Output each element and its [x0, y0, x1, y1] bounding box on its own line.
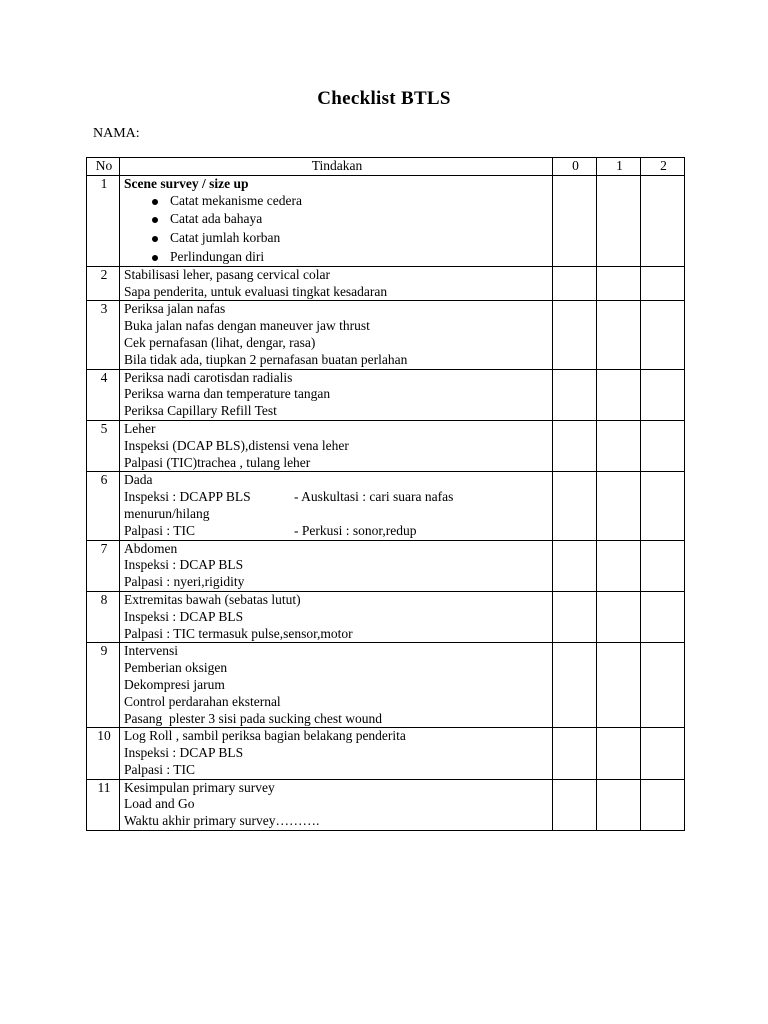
- score-cell-0[interactable]: [553, 420, 597, 471]
- score-cell-2[interactable]: [641, 266, 685, 301]
- split-right: - Perkusi : sonor,redup: [294, 522, 417, 538]
- score-cell-0[interactable]: [553, 301, 597, 369]
- score-cell-0[interactable]: [553, 175, 597, 266]
- row-line: Kesimpulan primary survey: [124, 779, 275, 795]
- row-tindakan: [120, 472, 553, 540]
- score-cell-2[interactable]: [641, 643, 685, 728]
- score-cell-0[interactable]: [553, 266, 597, 301]
- score-cell-1[interactable]: [597, 266, 641, 301]
- score-cell-0[interactable]: [553, 779, 597, 830]
- row-line: Bila tidak ada, tiupkan 2 pernafasan buatan perlahan: [124, 351, 408, 367]
- row-line: Pemberian oksigen: [124, 660, 228, 676]
- row-number: 2: [87, 266, 120, 301]
- table-row: [87, 540, 685, 591]
- row-line: Periksa warna dan temperature tangan: [124, 386, 331, 402]
- row-line: Periksa nadi carotisdan radialis: [124, 369, 293, 385]
- score-cell-0[interactable]: [553, 472, 597, 540]
- row-line: Periksa Capillary Refill Test: [124, 403, 277, 419]
- row-line-split: [124, 523, 550, 540]
- row-line: Palpasi : TIC termasuk pulse,sensor,motor: [124, 625, 353, 641]
- row-heading: Scene survey / size up: [124, 175, 249, 191]
- score-cell-2[interactable]: [641, 472, 685, 540]
- row-line: Control perdarahan eksternal: [124, 693, 281, 709]
- score-cell-2[interactable]: [641, 779, 685, 830]
- split-left: Inspeksi : DCAPP BLS: [124, 489, 251, 505]
- bullet-item: Catat jumlah korban: [124, 230, 550, 247]
- row-number: 10: [87, 728, 120, 779]
- row-line: Inspeksi (DCAP BLS),distensi vena leher: [124, 437, 349, 453]
- table-row: [87, 728, 685, 779]
- row-tindakan: [120, 643, 553, 728]
- score-cell-1[interactable]: [597, 369, 641, 420]
- row-number: 9: [87, 643, 120, 728]
- score-cell-1[interactable]: [597, 420, 641, 471]
- score-cell-0[interactable]: [553, 540, 597, 591]
- score-cell-1[interactable]: [597, 472, 641, 540]
- split-right: - Auskultasi : cari suara nafas: [294, 489, 454, 505]
- score-cell-0[interactable]: [553, 591, 597, 642]
- row-line: Buka jalan nafas dengan maneuver jaw thrust: [124, 318, 370, 334]
- nama-label: NAMA:: [93, 126, 140, 141]
- row-line: Leher: [124, 420, 156, 436]
- score-cell-0[interactable]: [553, 369, 597, 420]
- row-tindakan: [120, 369, 553, 420]
- score-cell-2[interactable]: [641, 591, 685, 642]
- table-row: [87, 472, 685, 540]
- score-cell-0[interactable]: [553, 728, 597, 779]
- header-score-2: 2: [641, 158, 685, 176]
- table-row: [87, 266, 685, 301]
- score-cell-2[interactable]: [641, 301, 685, 369]
- page-title: Checklist BTLS: [317, 88, 451, 109]
- row-line: Stabilisasi leher, pasang cervical colar: [124, 266, 331, 282]
- row-line: Abdomen: [124, 540, 178, 556]
- header-no: No: [87, 158, 120, 176]
- score-cell-2[interactable]: [641, 420, 685, 471]
- table-row: [87, 301, 685, 369]
- row-tindakan: [120, 728, 553, 779]
- row-line: Palpasi (TIC)trachea , tulang leher: [124, 454, 311, 470]
- row-number: 11: [87, 779, 120, 830]
- row-line: Pasang plester 3 sisi pada sucking chest wound: [124, 710, 382, 726]
- row-line: Inspeksi : DCAP BLS: [124, 557, 244, 573]
- row-number: 4: [87, 369, 120, 420]
- bullet-item: Perlindungan diri: [124, 249, 550, 266]
- row-line: Log Roll , sambil periksa bagian belakang penderita: [124, 728, 406, 744]
- score-cell-1[interactable]: [597, 643, 641, 728]
- score-cell-1[interactable]: [597, 779, 641, 830]
- row-line: Inspeksi : DCAP BLS: [124, 745, 244, 761]
- row-line: Sapa penderita, untuk evaluasi tingkat kesadaran: [124, 283, 388, 299]
- table-row: [87, 369, 685, 420]
- header-score-1: 1: [597, 158, 641, 176]
- score-cell-2[interactable]: [641, 728, 685, 779]
- table-row: [87, 591, 685, 642]
- row-tindakan: [120, 175, 553, 266]
- row-number: 3: [87, 301, 120, 369]
- table-header-row: [87, 158, 685, 176]
- bullet-item: Catat mekanisme cedera: [124, 193, 550, 210]
- row-tindakan: [120, 301, 553, 369]
- row-line: Dada: [124, 472, 153, 488]
- score-cell-1[interactable]: [597, 301, 641, 369]
- score-cell-1[interactable]: [597, 728, 641, 779]
- row-number: 7: [87, 540, 120, 591]
- row-line: Intervensi: [124, 643, 178, 659]
- bullet-item: Catat ada bahaya: [124, 211, 550, 228]
- table-row: [87, 175, 685, 266]
- row-line: Dekompresi jarum: [124, 676, 225, 692]
- row-line: Waktu akhir primary survey……….: [124, 813, 320, 829]
- checklist-table: [86, 157, 685, 831]
- row-number: 1: [87, 175, 120, 266]
- score-cell-2[interactable]: [641, 175, 685, 266]
- row-line: Palpasi : TIC: [124, 761, 196, 777]
- row-number: 8: [87, 591, 120, 642]
- row-tindakan: [120, 779, 553, 830]
- split-left: Palpasi : TIC: [124, 522, 196, 538]
- header-score-0: 0: [553, 158, 597, 176]
- score-cell-1[interactable]: [597, 540, 641, 591]
- row-line-split: [124, 489, 550, 506]
- row-tindakan: [120, 540, 553, 591]
- score-cell-2[interactable]: [641, 540, 685, 591]
- row-line: Palpasi : nyeri,rigidity: [124, 574, 245, 590]
- score-cell-2[interactable]: [641, 369, 685, 420]
- table-row: [87, 779, 685, 830]
- row-line: Extremitas bawah (sebatas lutut): [124, 591, 301, 607]
- header-tindakan: Tindakan: [120, 158, 553, 176]
- row-number: 6: [87, 472, 120, 540]
- row-line: menurun/hilang: [124, 505, 210, 521]
- row-number: 5: [87, 420, 120, 471]
- row-tindakan: [120, 420, 553, 471]
- row-tindakan: [120, 591, 553, 642]
- row-line: Cek pernafasan (lihat, dengar, rasa): [124, 334, 316, 350]
- row-line: Inspeksi : DCAP BLS: [124, 608, 244, 624]
- table-row: [87, 643, 685, 728]
- row-line: Periksa jalan nafas: [124, 301, 226, 317]
- row-tindakan: [120, 266, 553, 301]
- row-line: Load and Go: [124, 796, 195, 812]
- score-cell-1[interactable]: [597, 591, 641, 642]
- table-row: [87, 420, 685, 471]
- score-cell-0[interactable]: [553, 643, 597, 728]
- score-cell-1[interactable]: [597, 175, 641, 266]
